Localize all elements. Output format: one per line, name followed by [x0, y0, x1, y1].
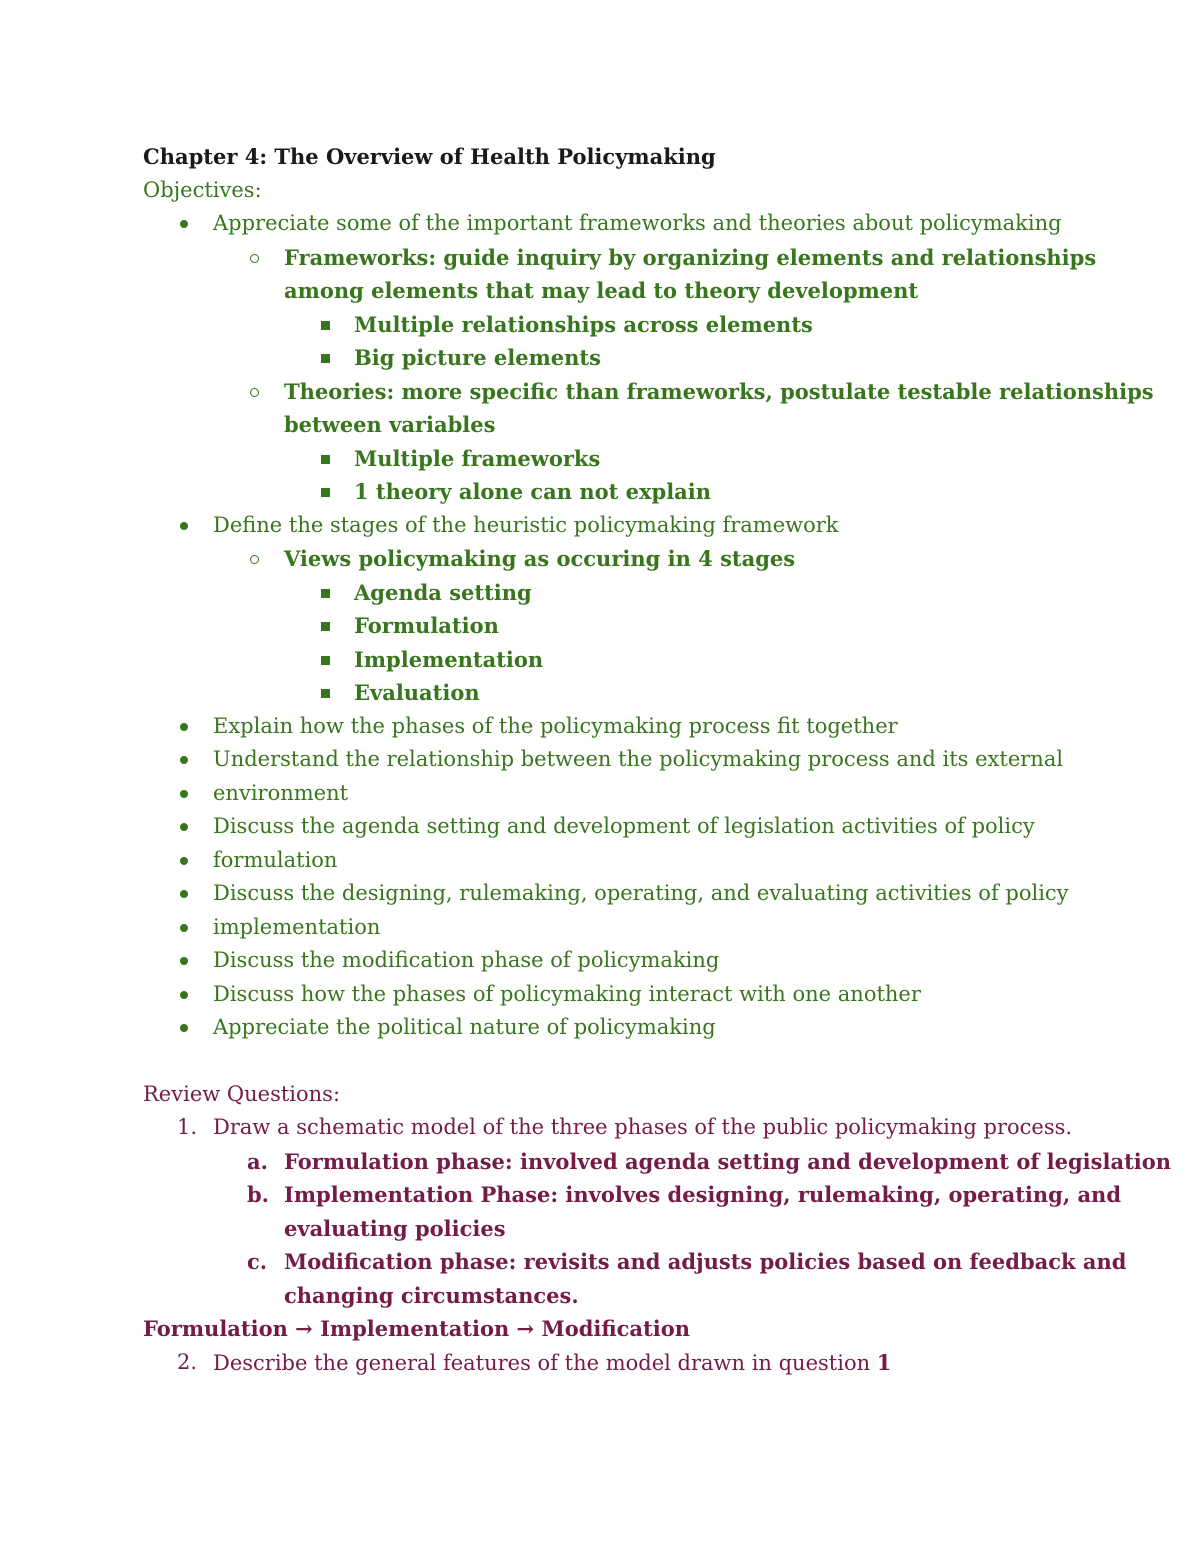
square-bullet-icon — [321, 689, 330, 698]
list-item: Discuss the designing, rulemaking, operating, and evaluating activities of policy — [143, 877, 1073, 911]
bullet-icon — [180, 890, 188, 898]
list-item: Define the stages of the heuristic policymaking framework — [143, 509, 1073, 543]
item-letter: b. — [247, 1182, 269, 1207]
lettered-item: b. Implementation Phase: involves designing, rulemaking, operating, and — [143, 1178, 1073, 1212]
bullet-icon — [180, 522, 188, 530]
list-item: Formulation — [143, 609, 1073, 643]
numbered-item: 1. Draw a schematic model of the three phases of the public policymaking process. — [143, 1111, 1073, 1145]
bullet-icon — [180, 857, 188, 865]
list-item: Discuss the modification phase of policymaking — [143, 944, 1073, 978]
lettered-item: c. Modification phase: revisits and adjusts policies based on feedback and — [143, 1245, 1073, 1279]
list-item: Appreciate the political nature of policymaking — [143, 1011, 1073, 1045]
flow-line: Formulation → Implementation → Modification — [143, 1316, 690, 1341]
list-item: Theories: more specific than frameworks, postulate testable relationships — [143, 375, 1073, 409]
bullet-icon — [180, 823, 188, 831]
objectives-heading: Objectives: — [143, 177, 262, 202]
list-item: Appreciate some of the important frameworks and theories about policymaking — [143, 207, 1073, 241]
lettered-item-continuation: changing circumstances. — [284, 1282, 579, 1308]
bullet-icon — [180, 220, 188, 228]
hollow-bullet-icon — [250, 254, 259, 263]
item-letter: a. — [247, 1148, 268, 1174]
list-item: formulation — [143, 844, 1073, 878]
list-item: Implementation — [143, 643, 1073, 677]
bullet-icon — [180, 790, 188, 798]
square-bullet-icon — [321, 656, 330, 665]
item-letter: c. — [247, 1249, 268, 1274]
list-item-continuation: among elements that may lead to theory development — [284, 278, 919, 303]
list-item: Agenda setting — [143, 576, 1073, 610]
hollow-bullet-icon — [250, 388, 259, 397]
spacer — [143, 1045, 1073, 1078]
item-number: 1. — [177, 1115, 198, 1139]
lettered-item-continuation: evaluating policies — [284, 1215, 506, 1241]
list-item-continuation: between variables — [284, 412, 496, 437]
list-item: Explain how the phases of the policymaking process fit together — [143, 710, 1073, 744]
list-item: Discuss how the phases of policymaking interact with one another — [143, 978, 1073, 1012]
page-title: Chapter 4: The Overview of Health Policymaking — [143, 144, 716, 169]
bullet-icon — [180, 1024, 188, 1032]
bullet-icon — [180, 723, 188, 731]
list-item: Multiple frameworks — [143, 442, 1073, 476]
numbered-item: 2. Describe the general features of the model drawn in question 1 — [143, 1346, 1073, 1381]
bullet-icon — [180, 924, 188, 932]
review-heading: Review Questions: — [143, 1081, 341, 1106]
list-item: Multiple relationships across elements — [143, 308, 1073, 342]
list-item: Evaluation — [143, 676, 1073, 710]
list-item: Big picture elements — [143, 341, 1073, 375]
bullet-icon — [180, 957, 188, 965]
square-bullet-icon — [321, 589, 330, 598]
square-bullet-icon — [321, 321, 330, 330]
list-item: implementation — [143, 911, 1073, 945]
bullet-icon — [180, 756, 188, 764]
square-bullet-icon — [321, 455, 330, 464]
list-item: Understand the relationship between the policymaking process and its external — [143, 743, 1073, 777]
list-item: Views policymaking as occuring in 4 stages — [143, 542, 1073, 576]
list-item: Discuss the agenda setting and development of legislation activities of policy — [143, 810, 1073, 844]
list-item: Frameworks: guide inquiry by organizing elements and relationships — [143, 241, 1073, 275]
list-item: 1 theory alone can not explain — [143, 475, 1073, 509]
square-bullet-icon — [321, 488, 330, 497]
hollow-bullet-icon — [250, 555, 259, 564]
list-item: environment — [143, 777, 1073, 811]
bullet-icon — [180, 991, 188, 999]
square-bullet-icon — [321, 622, 330, 631]
question-reference: 1 — [876, 1349, 892, 1375]
document-page — [143, 140, 1172, 1380]
item-number: 2. — [177, 1349, 198, 1374]
square-bullet-icon — [321, 354, 330, 363]
lettered-item: a. Formulation phase: involved agenda setting and development of legislation — [143, 1145, 1073, 1179]
